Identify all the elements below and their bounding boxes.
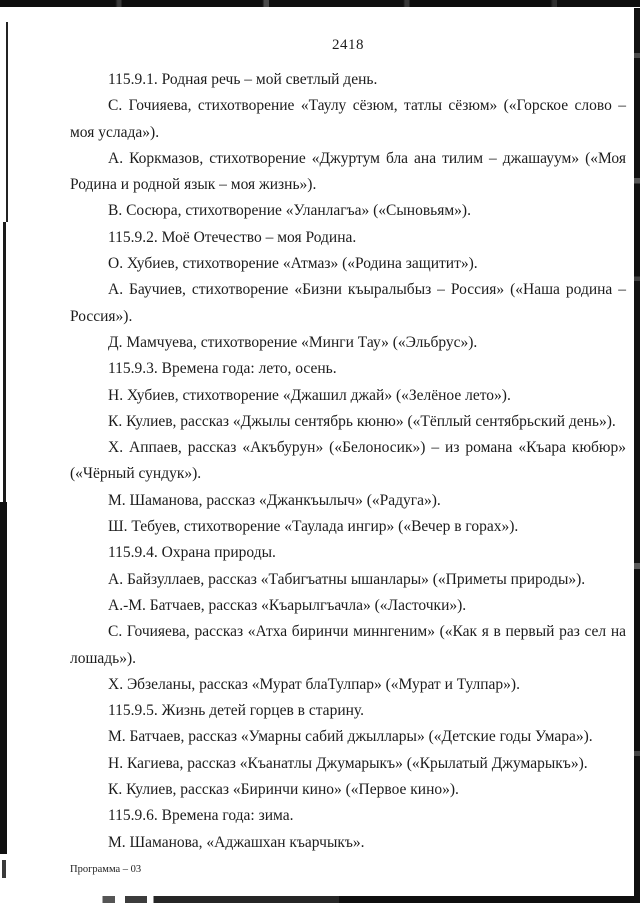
paragraph: Х. Аппаев, рассказ «Акъбурун» («Белоносик») – из романа «Къара кюбюр» («Чёрный сундук»).	[70, 439, 626, 483]
footer-note: Программа – 03	[70, 864, 142, 875]
page-number: 2418	[332, 37, 364, 53]
paragraph: В. Сосюра, стихотворение «Уланлагъа» («Сыновьям»).	[108, 202, 471, 220]
scan-edge-left	[6, 22, 8, 222]
paragraph: 115.9.6. Времена года: зима.	[108, 807, 294, 825]
paragraph: Н. Хубиев, стихотворение «Джашил джай» («Зелёное лето»).	[108, 386, 511, 404]
scan-edge-top	[0, 0, 640, 7]
paragraph: 115.9.4. Охрана природы.	[108, 544, 276, 562]
paragraph: М. Шаманова, рассказ «Джанкъылыч» («Радуга»).	[108, 491, 441, 509]
paragraph: А.-М. Батчаев, рассказ «Къарылгъачла» («Ласточки»).	[108, 596, 467, 614]
document-body	[70, 67, 626, 856]
scan-edge-left	[0, 502, 7, 854]
paragraph: Ш. Тебуев, стихотворение «Таулада ингир» («Вечер в горах»).	[108, 518, 519, 536]
paragraph: 115.9.2. Моё Отечество – моя Родина.	[108, 228, 357, 246]
paragraph: А. Баучиев, стихотворение «Бизни къыралыбыз – Россия» («Наша родина – Россия»).	[70, 281, 626, 325]
scan-edge-left	[2, 860, 6, 878]
paragraph: О. Хубиев, стихотворение «Атмаз» («Родина защитит»).	[108, 255, 478, 273]
paragraph: К. Кулиев, рассказ «Биринчи кино» («Первое кино»).	[108, 781, 459, 799]
scan-edge-bottom	[0, 896, 640, 903]
paragraph: Н. Кагиева, рассказ «Къанатлы Джумарыкъ» («Крылатый Джумарыкъ»).	[108, 754, 588, 772]
paragraph: А. Коркмазов, стихотворение «Джуртум бла ана тилим – джашауум» («Моя Родина и родной язык – моя жизнь»).	[70, 149, 626, 194]
paragraph: А. Байзуллаев, рассказ «Табигъатны ышанлары» («Приметы природы»).	[108, 570, 586, 588]
paragraph: М. Шаманова, «Аджашхан къарчыкъ».	[108, 833, 365, 851]
paragraph: 115.9.1. Родная речь – мой светлый день.	[108, 71, 378, 88]
paragraph: Д. Мамчуева, стихотворение «Минги Тау» («Эльбрус»).	[108, 333, 478, 351]
scan-edge-left	[3, 222, 6, 502]
paragraph: Х. Эбзеланы, рассказ «Мурат блаТулпар» («Мурат и Тулпар»).	[108, 675, 520, 693]
paragraph: К. Кулиев, рассказ «Джылы сентябрь кюню» («Тёплый сентябрьский день»).	[108, 412, 616, 430]
paragraph: С. Гочияева, стихотворение «Таулу сёзюм, татлы сёзюм» («Горское слово – моя услада»).	[70, 97, 626, 141]
paragraph: 115.9.3. Времена года: лето, осень.	[108, 360, 337, 378]
scan-edge-right	[634, 8, 640, 903]
paragraph: 115.9.5. Жизнь детей горцев в старину.	[108, 702, 364, 720]
paragraph: С. Гочияева, рассказ «Атха биринчи миннгеним» («Как я в первый раз сел на лошадь»).	[70, 623, 626, 667]
paragraph: М. Батчаев, рассказ «Умарны сабий джыллары» («Детские годы Умара»).	[108, 728, 593, 746]
